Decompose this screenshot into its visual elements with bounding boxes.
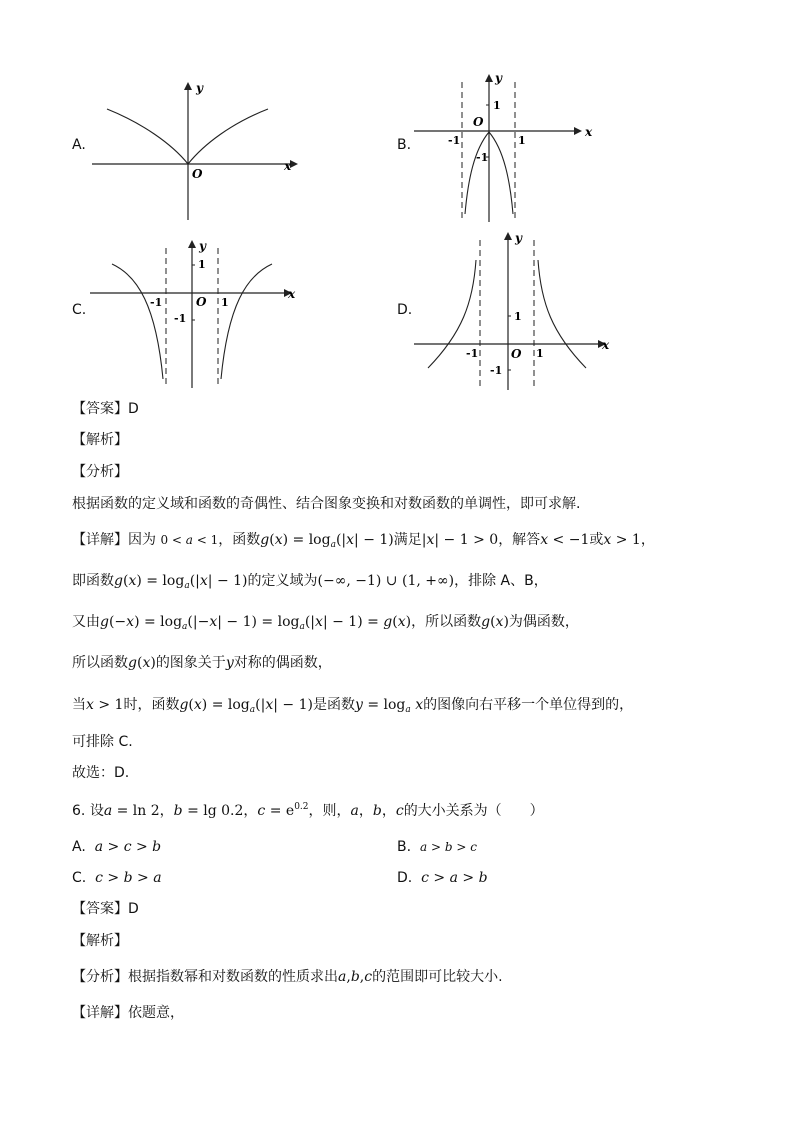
text: ，函数 — [218, 532, 261, 548]
text: ，则， — [308, 803, 351, 819]
q5-detail-line-2: 即函数$g(x) = \log_a(|x| - 1)$的定义域为(−∞, −1) ∪ (1, +∞)，排除 A、B， — [72, 573, 548, 591]
text: 的图象关于 — [155, 655, 226, 671]
text: ， — [159, 803, 174, 819]
graph-b-y-label: y — [495, 71, 502, 85]
text: 满足 — [393, 532, 422, 548]
q5-detail-line-5: 当x > 1时，函数$g(x) = \log_a(|x| - 1)$是函数$y = \log_a x$的图像向右平移一个单位得到的， — [72, 697, 634, 715]
text: 的大小关系为（ ） — [403, 803, 544, 819]
q5-fenxi-tag: 【分析】 — [72, 464, 128, 480]
graph-d-y-label: y — [515, 231, 522, 245]
q5-fenxi-text: 根据函数的定义域和函数的奇偶性、结合图象变换和对数函数的单调性，即可求解. — [72, 496, 581, 512]
graph-option-b — [414, 70, 604, 225]
option-label: B. — [397, 839, 412, 855]
q5-detail-line-4: 所以函数g(x)的图象关于y对称的偶函数， — [72, 655, 332, 671]
graph-b-tick-xneg1: -1 — [448, 134, 461, 147]
q6-answer-line — [72, 901, 139, 918]
q5-detail-line-6: 可排除 C. — [72, 734, 133, 750]
detail-tag: 【详解】 — [72, 1005, 128, 1021]
graph-b-tick-yneg1: -1 — [476, 151, 489, 164]
option-c-label: C. — [72, 302, 87, 318]
answer-value: D — [128, 901, 139, 917]
text: 所以函数 — [72, 655, 128, 671]
answer-tag: 【答案】 — [72, 901, 128, 917]
text: 为偶函数， — [508, 614, 579, 630]
text: 当 — [72, 697, 86, 713]
graph-d-tick-x1: 1 — [536, 347, 544, 360]
graph-d-tick-y1: 1 — [514, 310, 522, 323]
text: ， — [243, 803, 258, 819]
text: 即函数 — [72, 573, 114, 589]
option-label: D. — [397, 870, 413, 886]
text: 因为 — [128, 532, 156, 548]
detail-tag: 【详解】 — [72, 532, 128, 548]
graph-d-x-label: x — [602, 338, 610, 352]
text: 的图像向右平移一个单位得到的， — [423, 697, 634, 713]
graph-b-origin: O — [473, 115, 484, 129]
graph-c-tick-yneg1: -1 — [174, 312, 187, 325]
fenxi-tag: 【分析】 — [72, 969, 128, 985]
q6-option-c: C. c > b > a — [72, 870, 162, 886]
q6-fenxi-line: 【分析】根据指数幂和对数函数的性质求出a,b,c的范围即可比较大小. — [72, 969, 503, 985]
graph-a-x-label: x — [284, 159, 292, 173]
q6-option-b: B. a > b > c — [397, 839, 477, 855]
graph-c-tick-y1: 1 — [198, 258, 206, 271]
graph-option-c — [90, 236, 305, 391]
graph-c-tick-x1: 1 — [221, 296, 229, 309]
text: 或 — [589, 532, 604, 548]
q6-option-a: A. a > c > b — [72, 839, 162, 855]
text: ，排除 A、B， — [454, 573, 548, 589]
graph-c-x-label: x — [288, 287, 296, 301]
text: 设 — [89, 803, 104, 819]
text: 的定义域为 — [247, 573, 318, 589]
text: 根据指数幂和对数函数的性质求出 — [128, 969, 338, 985]
q6-option-d: D. c > a > b — [397, 870, 488, 886]
text: 对称的偶函数， — [233, 655, 332, 671]
graph-b-tick-y1: 1 — [493, 99, 501, 112]
graph-c-tick-xneg1: -1 — [150, 296, 163, 309]
option-a-label: A. — [72, 137, 86, 153]
option-b-label: B. — [397, 137, 412, 153]
graph-b-x-label: x — [585, 125, 593, 139]
option-d-label: D. — [397, 302, 413, 318]
q5-answer-line — [72, 401, 139, 418]
graph-d-tick-xneg1: -1 — [466, 347, 479, 360]
q5-detail-line-7: 故选：D. — [72, 765, 130, 781]
graph-d-origin: O — [511, 347, 522, 361]
text: 依题意， — [128, 1005, 184, 1021]
q6-number: 6. — [72, 803, 86, 819]
option-label: C. — [72, 870, 87, 886]
graph-option-d — [414, 228, 619, 393]
q6-detail-line — [72, 1005, 184, 1022]
text: ，所以函数 — [411, 614, 482, 630]
text: 是函数 — [312, 697, 355, 713]
text: 的范围即可比较大小. — [372, 969, 503, 985]
graph-c-y-label: y — [199, 239, 206, 253]
graph-d-tick-yneg1: -1 — [490, 364, 503, 377]
text: ，解答 — [498, 532, 541, 548]
text: 时，函数 — [123, 697, 180, 713]
graph-option-a — [92, 78, 302, 223]
answer-value: D — [128, 401, 139, 417]
text: ， — [640, 532, 655, 548]
q5-detail-line-1: 【详解】因为 0 < a < 1，函数$g(x) = \log_a(|x| - 1)$满足|x| − 1 > 0，解答x < −1或x > 1， — [72, 532, 655, 550]
graph-a-origin: O — [192, 167, 203, 181]
q6-analysis-tag: 【解析】 — [72, 933, 128, 949]
q5-detail-line-3: 又由$g(-x) = \log_a(|-x| - 1) = \log_a(|x| - 1) = g(x)$，所以函数g(x)为偶函数， — [72, 614, 579, 632]
graph-b-tick-x1: 1 — [518, 134, 526, 147]
answer-tag: 【答案】 — [72, 401, 128, 417]
text: 又由 — [72, 614, 100, 630]
graph-a-y-label: y — [196, 81, 203, 95]
q6-stem: 6. 设a = ln 2，b = lg 0.2，$c = e^{0.2}$，则，a，b，c的大小关系为（ ） — [72, 802, 544, 819]
graph-c-origin: O — [196, 295, 207, 309]
option-label: A. — [72, 839, 86, 855]
q5-analysis-tag: 【解析】 — [72, 432, 128, 448]
